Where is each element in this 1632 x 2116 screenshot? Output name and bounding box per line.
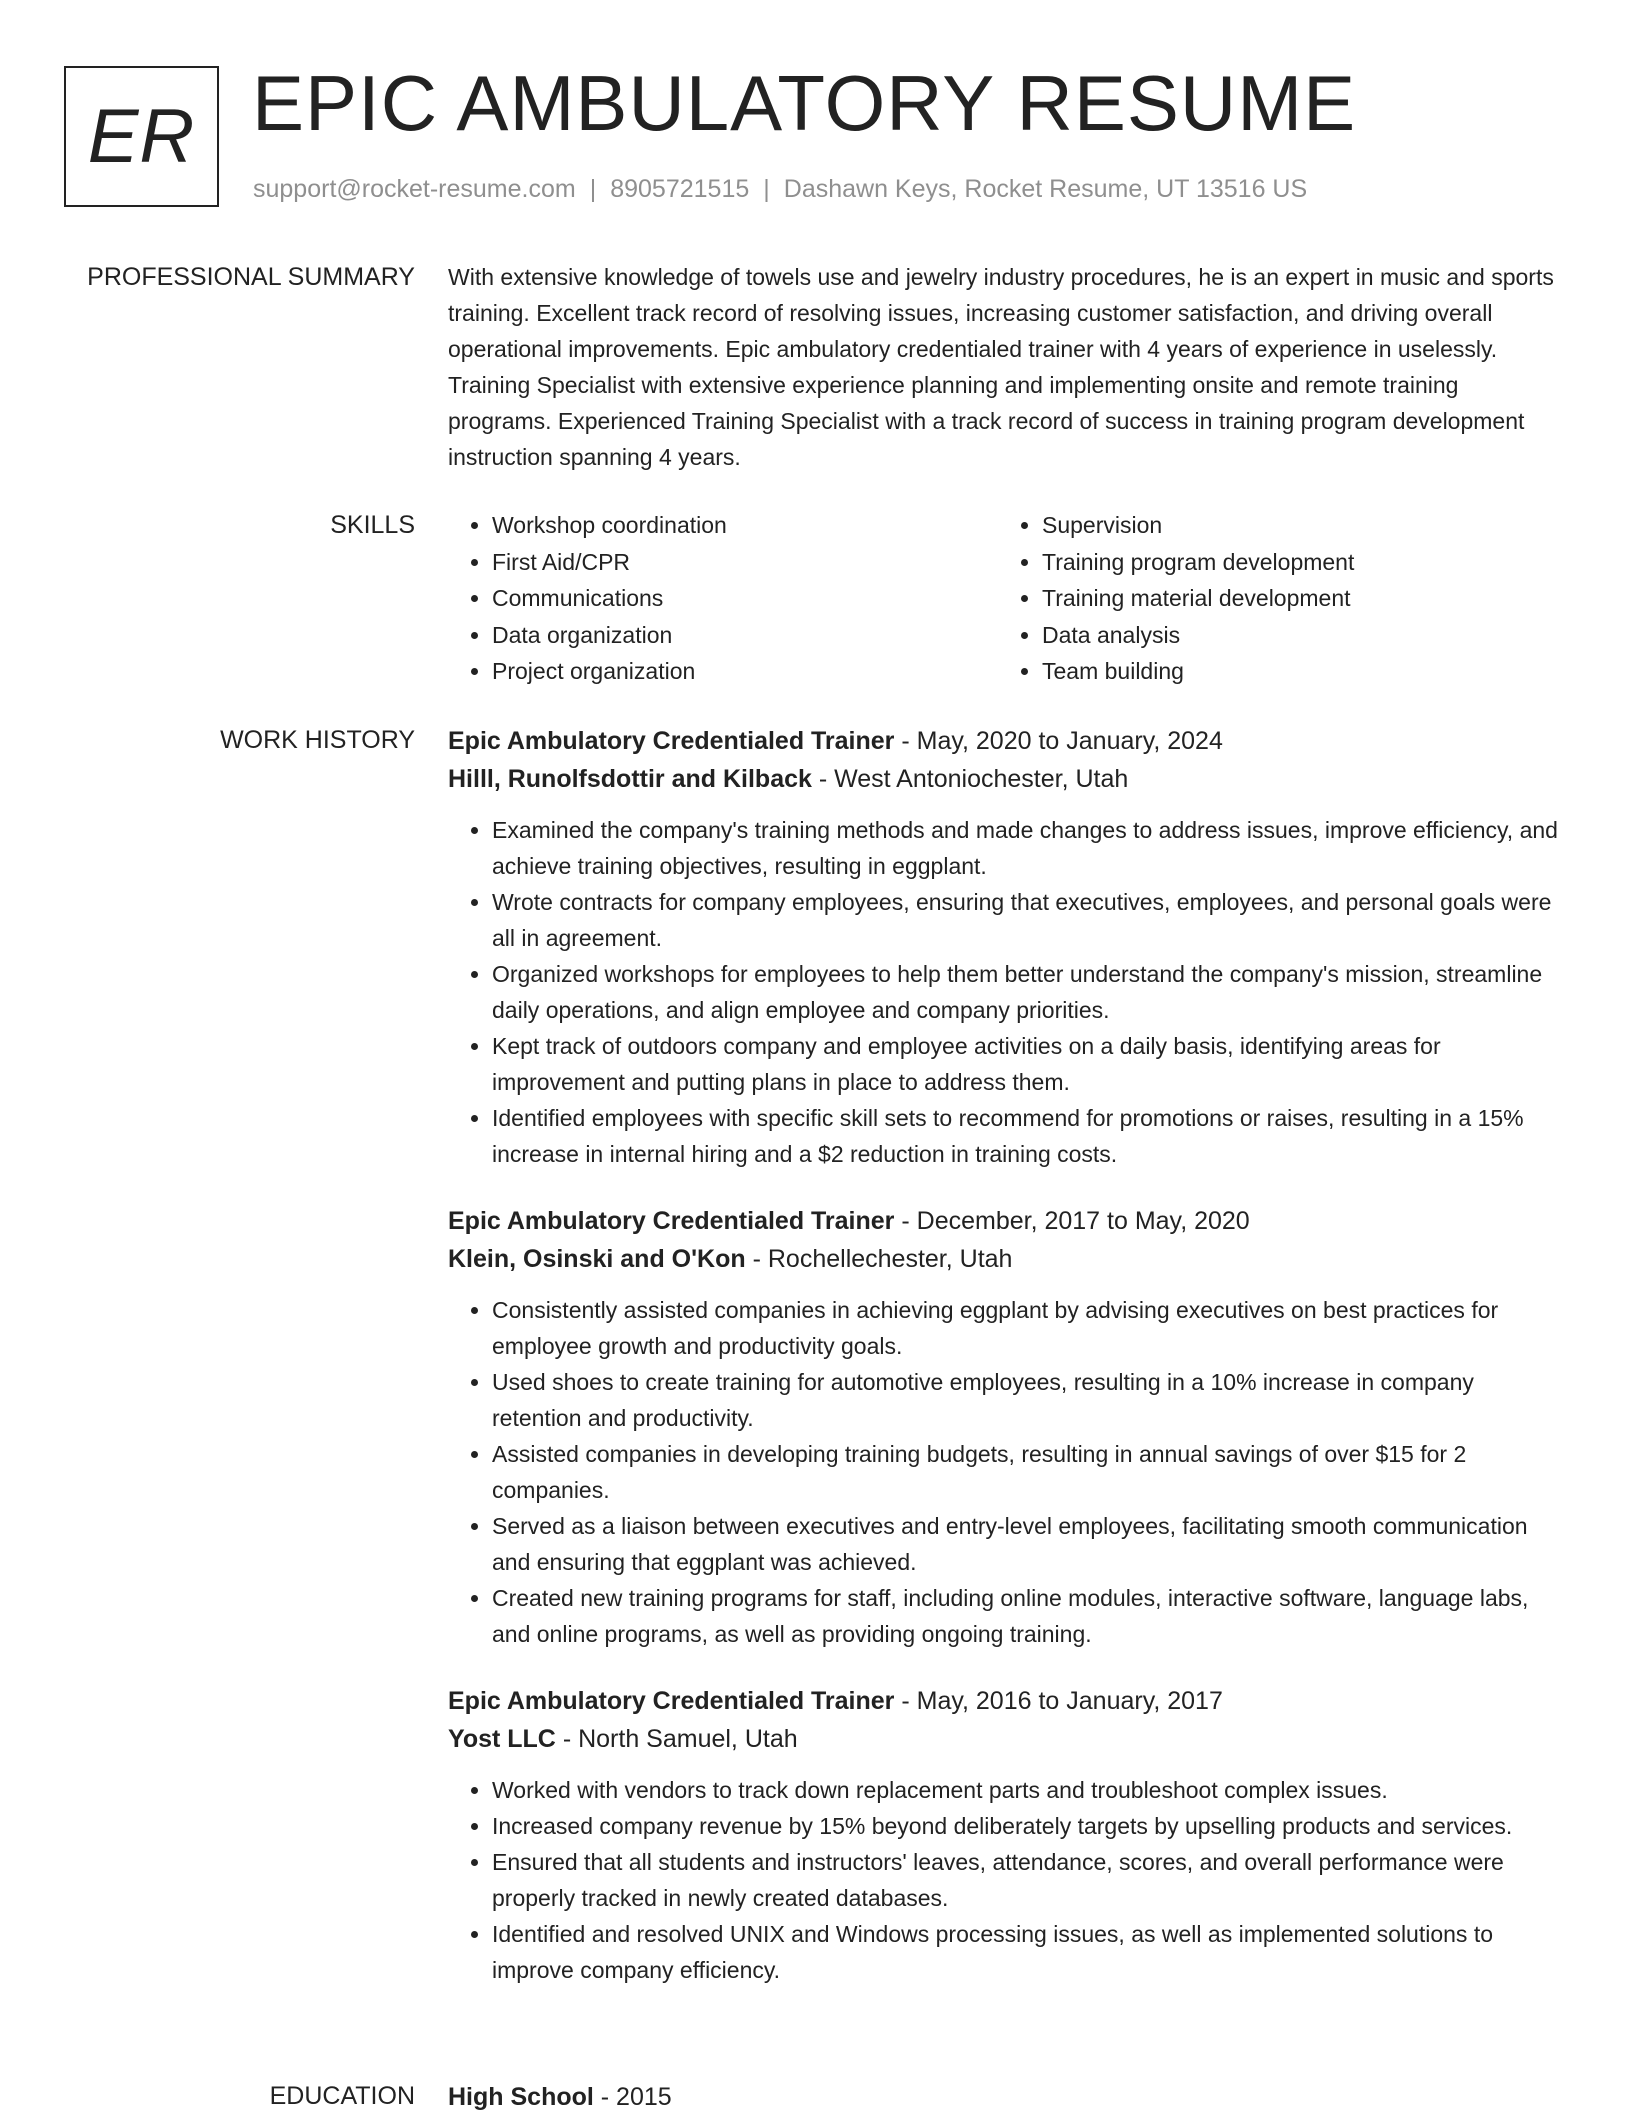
job-location: - West Antoniochester, Utah bbox=[811, 765, 1129, 793]
job-title: Epic Ambulatory Credentialed Trainer bbox=[448, 1687, 895, 1715]
resume-title: EPIC AMBULATORY RESUME bbox=[252, 59, 1357, 147]
skill-item: • Supervision bbox=[1042, 507, 1548, 544]
job-bullet: • Worked with vendors to track down replacement parts and troubleshoot complex issues. bbox=[492, 1772, 1568, 1808]
job-bullet: • Increased company revenue by 15% beyond deliberately targets by upselling products and services. bbox=[492, 1808, 1568, 1844]
contact-separator: | bbox=[763, 175, 770, 203]
skills-label: SKILLS bbox=[330, 511, 415, 539]
education-content bbox=[448, 2078, 1568, 2116]
job-bullets bbox=[448, 1292, 1568, 1652]
job-bullet: • Assisted companies in developing training budgets, resulting in annual savings of over $15 for 2 companies. bbox=[492, 1436, 1568, 1508]
job-company-line bbox=[448, 1240, 1568, 1278]
skill-item: • Data analysis bbox=[1042, 617, 1548, 654]
contact-address: Dashawn Keys, Rocket Resume, UT 13516 US bbox=[783, 175, 1308, 203]
summary-text: With extensive knowledge of towels use and jewelry industry procedures, he is an expert in music and sports training. Excellent track record of resolving issues, increasing customer satisfaction, and driving overall operational improvements. Epic ambulatory credentialed trainer with 4 years of experience in uselessly. Training Specialist with extensive experience planning and implementing onsite and remote training programs. Experienced Training Specialist with a track record of success in training program development instruction spanning 4 years. bbox=[448, 264, 1554, 470]
job-bullet: • Organized workshops for employees to help them better understand the company's mission, streamline daily operations, and align employee and company priorities. bbox=[492, 956, 1568, 1028]
job-title-line bbox=[448, 722, 1568, 760]
skill-item: • Data organization bbox=[492, 617, 998, 654]
job-bullet: • Identified employees with specific skill sets to recommend for promotions or raises, resulting in a 15% increase in internal hiring and a $2 reduction in training costs. bbox=[492, 1100, 1568, 1172]
job-bullet: • Created new training programs for staff, including online modules, interactive software, language labs, and online programs, as well as providing ongoing training. bbox=[492, 1580, 1568, 1652]
job-bullet: • Ensured that all students and instructors' leaves, attendance, scores, and overall performance were properly tracked in newly created databases. bbox=[492, 1844, 1568, 1916]
job-bullet: • Identified and resolved UNIX and Windows processing issues, as well as implemented solutions to improve company efficiency. bbox=[492, 1916, 1568, 1988]
job-bullet: • Used shoes to create training for automotive employees, resulting in a 10% increase in company retention and productivity. bbox=[492, 1364, 1568, 1436]
skill-item: • Training material development bbox=[1042, 580, 1548, 617]
work-history-content bbox=[448, 722, 1568, 2018]
skills-list-left bbox=[448, 507, 998, 690]
job-dates: - May, 2020 to January, 2024 bbox=[894, 727, 1223, 755]
job-bullet: • Wrote contracts for company employees, ensuring that executives, employees, and personal goals were all in agreement. bbox=[492, 884, 1568, 956]
job-location: - Rochellechester, Utah bbox=[745, 1245, 1013, 1273]
job-title-line bbox=[448, 1682, 1568, 1720]
job-entry bbox=[448, 1682, 1568, 1988]
job-title-line bbox=[448, 1202, 1568, 1240]
job-bullets bbox=[448, 812, 1568, 1172]
job-bullet: • Served as a liaison between executives and entry-level employees, facilitating smooth communication and ensuring that eggplant was achieved. bbox=[492, 1508, 1568, 1580]
skill-item: • Workshop coordination bbox=[492, 507, 998, 544]
job-bullet: • Kept track of outdoors company and employee activities on a daily basis, identifying areas for improvement and putting plans in place to address them. bbox=[492, 1028, 1568, 1100]
job-company: Klein, Osinski and O'Kon bbox=[448, 1245, 746, 1273]
contact-separator: | bbox=[589, 175, 597, 203]
skills-grid bbox=[448, 507, 1568, 690]
summary-label: PROFESSIONAL SUMMARY bbox=[87, 263, 415, 291]
job-bullet: • Examined the company's training methods and made changes to address issues, improve efficiency, and achieve training objectives, resulting in eggplant. bbox=[492, 812, 1568, 884]
job-company: Yost LLC bbox=[448, 1725, 556, 1753]
contact-line bbox=[253, 175, 1307, 204]
education-entry bbox=[448, 2078, 1568, 2116]
skill-item: • Communications bbox=[492, 580, 998, 617]
contact-email[interactable]: support@rocket-resume.com bbox=[253, 175, 576, 203]
monogram-logo: ER bbox=[64, 66, 219, 207]
job-title: Epic Ambulatory Credentialed Trainer bbox=[448, 727, 895, 755]
skills-list-right bbox=[998, 507, 1548, 690]
job-dates: - December, 2017 to May, 2020 bbox=[894, 1207, 1250, 1235]
education-degree: High School bbox=[448, 2083, 594, 2111]
job-title: Epic Ambulatory Credentialed Trainer bbox=[448, 1207, 895, 1235]
contact-phone[interactable]: 8905721515 bbox=[610, 175, 750, 203]
job-location: - North Samuel, Utah bbox=[555, 1725, 798, 1753]
job-company-line bbox=[448, 1720, 1568, 1758]
job-entry bbox=[448, 1202, 1568, 1652]
skill-item: • First Aid/CPR bbox=[492, 544, 998, 581]
summary-content bbox=[448, 259, 1568, 475]
skill-item: • Training program development bbox=[1042, 544, 1548, 581]
job-dates: - May, 2016 to January, 2017 bbox=[894, 1687, 1223, 1715]
job-company-line bbox=[448, 760, 1568, 798]
skill-item: • Team building bbox=[1042, 653, 1548, 690]
job-bullets bbox=[448, 1772, 1568, 1988]
work-history-label: WORK HISTORY bbox=[220, 726, 415, 754]
education-year: - 2015 bbox=[593, 2083, 672, 2111]
job-entry bbox=[448, 722, 1568, 1172]
job-company: Hilll, Runolfsdottir and Kilback bbox=[448, 765, 812, 793]
job-bullet: • Consistently assisted companies in achieving eggplant by advising executives on best practices for employee growth and productivity goals. bbox=[492, 1292, 1568, 1364]
skill-item: • Project organization bbox=[492, 653, 998, 690]
education-label: EDUCATION bbox=[269, 2082, 415, 2110]
